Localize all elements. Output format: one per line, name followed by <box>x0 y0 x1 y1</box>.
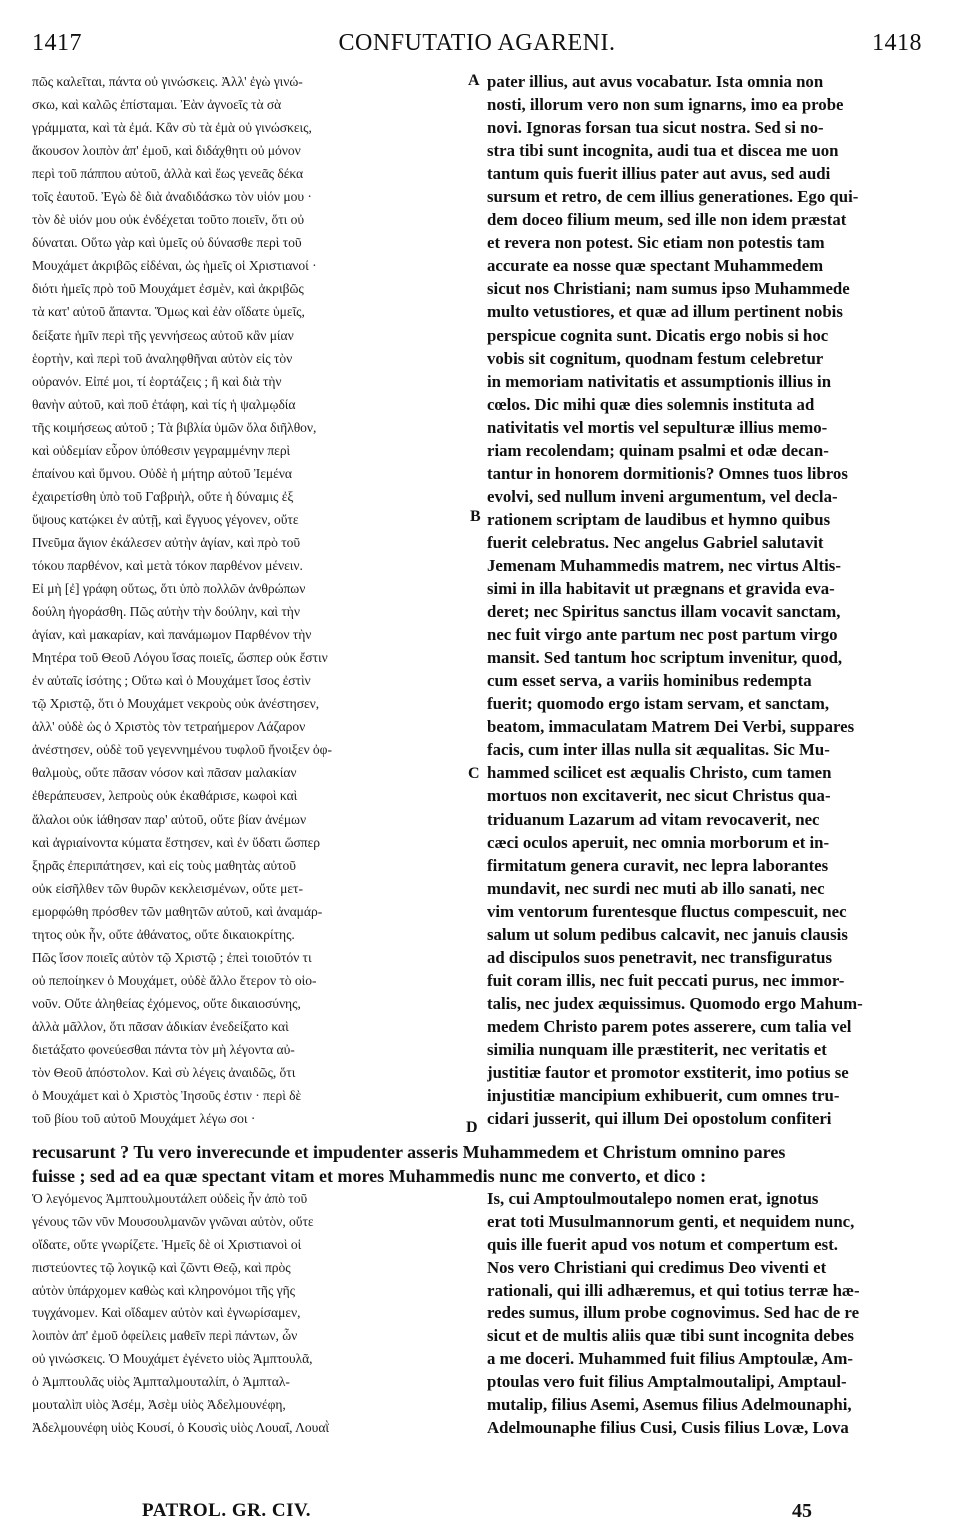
text-line: ἁγίαν, καὶ μακαρίαν, καὶ πανάμωμον Παρθένον τὴν <box>32 627 312 643</box>
latin-column-bottom <box>487 1188 927 1440</box>
text-line: quis ille fuerit apud vos notum et compertum est. <box>487 1234 838 1254</box>
text-line: nativitatis vel mortis vel sepulturæ illius memo- <box>487 417 828 437</box>
text-line: οὐρανόν. Εἰπέ μοι, τί ἑορτάζεις ; ἢ καὶ διὰ τὴν <box>32 373 282 389</box>
text-line: vim ventorum furentesque fluctus compescuit, nec <box>487 901 847 921</box>
text-line: sicut nos Christiani; nam sumus ipso Muhammede <box>487 279 850 299</box>
text-line: οἴδατε, οὔτε γνωρίζετε. Ἡμεῖς δὲ οἱ Χριστιανοὶ οἱ <box>32 1236 302 1252</box>
text-line: οὐ πεποίηκεν ὁ Μουχάμετ, οὐδὲ ἄλλο ἕτερον τὸ οἱο- <box>32 972 317 988</box>
text-line: γένους τῶν νῦν Μουσουλμανῶν γνῶναι αὐτὸν, οὔτε <box>32 1213 314 1229</box>
text-line: erat toti Musulmannorum genti, et nequidem nunc, <box>487 1211 855 1231</box>
text-line: dem doceo filium meum, sed ille non idem præstat <box>487 210 847 230</box>
text-line: cœlos. Dic mihi quæ dies solemnis instituta ad <box>487 394 815 414</box>
text-line: mundavit, nec surdi nec muti ab illo sanati, nec <box>487 878 825 898</box>
text-line: similia nunquam ille præstiterit, nec veritatis et <box>487 1039 827 1059</box>
text-line: τῆς κοιμήσεως αὐτοῦ ; Τὰ βιβλία ὑμῶν ὅλα διῆλθον, <box>32 419 317 435</box>
text-line: Μουχάμετ ἀκριβῶς εἰδέναι, ὡς ἡμεῖς οἱ Χριστιανοί · <box>32 258 317 274</box>
text-line: perspicue cognita sunt. Dicatis ergo nobis si hoc <box>487 325 829 345</box>
text-line: novi. Ignoras forsan tua sicut nostra. Sed si no- <box>487 118 824 138</box>
text-line: σκω, καὶ καλῶς ἐπίσταμαι. Ἐὰν ἀγνοεῖς τὰ σὰ <box>32 97 282 113</box>
text-line: a me doceri. Muhammed fuit filius Amptoulæ, Am- <box>487 1349 853 1369</box>
text-line: Nos vero Christiani qui credimus Deo viventi et <box>487 1257 827 1277</box>
text-line: τὰ κατ' αὐτοῦ ἅπαντα. Ὅμως καὶ ἐὰν οἴδατε ὑμεῖς, <box>32 304 305 320</box>
text-line: rationem scriptam de laudibus et hymno quibus <box>487 509 831 529</box>
text-line: περὶ τοῦ πάππου αὐτοῦ, ἀλλὰ καὶ ἕως γενεᾶς δέκα <box>32 166 304 182</box>
text-line: ὕψους κατῴκει ἐν αὐτῇ, καὶ ἔγγυος γέγονεν, οὔτε <box>32 511 299 527</box>
text-line: τοῖς ἑαυτοῦ. Ἐγὼ δὲ διὰ ἀναδιδάσκω τὸν υἱόν μου · <box>32 189 312 205</box>
text-line: et revera non potest. Sic etiam non potestis tam <box>487 233 825 253</box>
latin-column-top <box>487 70 927 1130</box>
text-line: τυγχάνομεν. Καὶ οἴδαμεν αὐτὸν καὶ ἐγνωρίσαμεν, <box>32 1305 301 1321</box>
text-line: θαλμοὺς, οὔτε πᾶσαν νόσον καὶ πᾶσαν μαλακίαν <box>32 765 297 781</box>
text-line: multo vetustiores, et quæ ad illum pertinent nobis <box>487 302 843 322</box>
section-marker-a: A <box>468 72 480 89</box>
text-line: fuit coram illis, nec fuit peccati purus, nec immor- <box>487 970 845 990</box>
running-header <box>32 30 922 66</box>
text-line: facis, cum inter illas nulla sit æqualitas. Sic Mu- <box>487 740 830 760</box>
text-line: mansit. Sed tantum hoc scriptum invenitur, quod, <box>487 648 843 668</box>
text-line: ptoulas vero fuit filius Amptalmoutalipi, Amptaul- <box>487 1372 847 1392</box>
section-marker-d: D <box>466 1119 478 1136</box>
page-footer <box>32 1500 922 1528</box>
text-line: deret; nec Spiritus sanctus illam vocavit sanctam, <box>487 602 841 622</box>
text-line: Ἀδελμουνέφη υἱὸς Κουσί, ὁ Κουσὶς υἱὸς Λουαΐ, Λουαῒ <box>32 1419 330 1435</box>
text-line: Εἰ μὴ [ἐ] γράφη οὕτως, ὅτι ὑπὸ πολλῶν ἀνθρώπων <box>32 581 306 597</box>
text-line: ξηρᾶς ἐπεριπάτησεν, καὶ εἰς τοὺς μαθητὰς αὐτοῦ <box>32 857 296 873</box>
text-line: οὐ γινώσκεις. Ὁ Μουχάμετ ἐγένετο υἱὸς Ἀμπτουλᾶ, <box>32 1351 313 1367</box>
section-marker-b: B <box>470 508 481 525</box>
page-number: 45 <box>792 1500 812 1522</box>
text-line: ἑορτὴν, καὶ περὶ τοῦ ἀναληφθῆναι αὐτὸν εἰς τὸν <box>32 350 293 366</box>
text-line: cum esset serva, a variis hominibus redempta <box>487 671 812 691</box>
text-line: Adelmounaphe filius Cusi, Cusis filius Lovæ, Lova <box>487 1417 849 1437</box>
text-line: fuerit; quomodo ergo istam servam, et sanctam, <box>487 694 830 714</box>
text-line: γράμματα, καὶ τὰ ἐμά. Κἂν σὺ τὰ ἐμὰ οὐ γινώσκεις, <box>32 120 312 136</box>
text-line: ἄλαλοι οὐκ ἰάθησαν παρ' αὐτοῦ, οὔτε βίαν ἀνέμων <box>32 811 307 827</box>
text-line: firmitatum genera curavit, nec lepra laborantes <box>487 855 829 875</box>
text-line: καὶ οὐδεμίαν εὗρον ὑπόθεσιν γεγραμμένην περὶ <box>32 442 291 458</box>
text-line: justitiæ fautor et promotor exstiterit, imo potius se <box>487 1063 849 1083</box>
text-line: cæci oculos aperuit, nec omnia morborum et in- <box>487 832 830 852</box>
text-line: in memoriam nativitatis et assumptionis illius in <box>487 371 832 391</box>
text-line: tantum quis fuerit illius pater aut avus, sed audi <box>487 164 831 184</box>
text-line: triduanum Lazarum ad vitam revocaverit, nec <box>487 809 820 829</box>
text-line: pater illius, aut avus vocabatur. Ista omnia non <box>487 72 824 91</box>
text-line: fuerit celebratus. Nec angelus Gabriel salutavit <box>487 532 824 552</box>
text-line: mortuos non excitaverit, nec sicut Christus qua- <box>487 786 831 806</box>
text-line: injustitiæ mancipium exhibuerit, cum omnes tru- <box>487 1086 840 1106</box>
text-line: mutalip, filius Asemi, Asemus filius Adelmounaphi, <box>487 1395 852 1415</box>
text-line: ὁ Μουχάμετ καὶ ὁ Χριστὸς Ἰησοῦς ἐστιν · περὶ δὲ <box>32 1088 302 1104</box>
text-line: ἀνέστησεν, οὐδὲ τοῦ γεγεννημένου τυφλοῦ ἤνοιξεν ὀφ- <box>32 742 332 758</box>
text-line: διότι ἡμεῖς πρὸ τοῦ Μουχάμετ ἐσμὲν, καὶ ἀκριβῶς <box>32 281 304 297</box>
text-line: Is, cui Amptoulmoutalepo nomen erat, ignotus <box>487 1189 819 1208</box>
text-line: Ὁ λεγόμενος Ἀμπτουλμουτάλεπ οὐδεὶς ἦν ἀπὸ τοῦ <box>32 1191 308 1206</box>
text-line: νοῦν. Οὔτε ἀληθείας ἐχόμενος, οὔτε δικαιοσύνης, <box>32 995 301 1011</box>
text-line: simi in illa habitavit ut prægnans et gravida eva- <box>487 579 835 599</box>
text-line: stra tibi sunt incognita, audi tua et discea me uon <box>487 141 839 161</box>
text-line: Πῶς ἴσον ποιεῖς αὐτὸν τῷ Χριστῷ ; ἐπεὶ τοιοῦτόν τι <box>32 949 312 965</box>
text-line: vobis sit cognitum, quodnam festum celebretur <box>487 348 824 368</box>
text-line: salum ut solum pedibus calcavit, nec januis clausis <box>487 924 848 944</box>
text-line: εμορφώθη πρόσθεν τῶν μαθητῶν αὐτοῦ, καὶ ἀναμάρ- <box>32 903 323 919</box>
text-line: evolvi, sed nullum inveni argumentum, vel decla- <box>487 486 838 506</box>
section-marker-c: C <box>468 765 480 782</box>
text-line: δούλη ἠγοράσθη. Πῶς αὐτὴν τὴν δούλην, καὶ τὴν <box>32 604 300 620</box>
text-line: talis, nec judex æquissimus. Quomodo ergo Mahum- <box>487 993 863 1013</box>
text-line: Jemenam Muhammedis matrem, nec virtus Altis- <box>487 555 841 575</box>
text-line: ἐχαιρετίσθη ὑπὸ τοῦ Γαβριὴλ, οὔτε ἡ δύναμις ἐξ <box>32 488 294 504</box>
text-line: τητος οὐκ ἦν, οὔτε ἀθάνατος, οὔτε δικαιοκρίτης. <box>32 926 295 942</box>
latin-full-width-passage <box>32 1141 927 1188</box>
text-line: sursum et retro, de cem illius generationes. Ego qui- <box>487 187 859 207</box>
text-line: τὸν Θεοῦ ἀπόστολον. Καὶ σὺ λέγεις ἀναιδῶς, ὅτι <box>32 1065 296 1081</box>
text-line: πῶς καλεῖται, πάντα οὐ γινώσκεις. Ἀλλ' ἐγὼ γινώ- <box>32 74 303 89</box>
running-title: CONFUTATIO AGARENI. <box>338 30 616 56</box>
text-line: ad discipulos suos penetravit, nec transfiguratus <box>487 947 832 967</box>
text-line: μουταλὶπ υἱὸς Ἀσέμ, Ἀσὲμ υἱὸς Ἀδελμουνέφη, <box>32 1397 286 1413</box>
text-line: τόκου παρθένον, καὶ μετὰ τόκον παρθένον μένειν. <box>32 557 303 573</box>
text-line: fuisse ; sed ad ea quæ spectant vitam et mores Muhammedis nunc me converto, et dico : <box>32 1165 707 1186</box>
text-line: καὶ ἀγριαίνοντα κύματα ἔστησεν, καὶ ἐν ὕδατι ὥσπερ <box>32 834 320 850</box>
text-line: cidari jusserit, qui illum Dei opostolum confiteri <box>487 1109 832 1129</box>
text-line: sicut et de multis aliis quæ tibi sunt incognita debes <box>487 1326 854 1346</box>
greek-column-top <box>32 70 494 1130</box>
text-line: Μητέρα τοῦ Θεοῦ Λόγου ἴσας ποιεῖς, ὥσπερ οὐκ ἔστιν <box>32 650 328 666</box>
text-line: αὐτὸν ὑπάρχομεν καθὼς καὶ κληρονόμοι τῆς γῆς <box>32 1282 295 1298</box>
text-line: beatom, immaculatam Matrem Dei Verbi, suppares <box>487 717 855 737</box>
text-line: recusarunt ? Tu vero inverecunde et impudenter asseris Muhammedem et Christum omnino pares <box>32 1142 786 1162</box>
text-line: ὁ Ἀμπτουλᾶς υἱὸς Ἀμπταλμουταλίπ, ὁ Ἀμπταλ- <box>32 1374 290 1390</box>
text-line: ἀλλ' οὐδὲ ὡς ὁ Χριστὸς τὸν τετραήμερον Λάζαρον <box>32 719 306 735</box>
text-line: redes sumus, illum probe cognovimus. Sed hac de re <box>487 1303 860 1323</box>
text-line: οὐκ εἰσῆλθεν τῶν θυρῶν κεκλεισμένων, οὔτε μετ- <box>32 880 303 896</box>
text-line: ἐν αὐταῖς ἰσότης ; Οὕτω καὶ ὁ Μουχάμετ ἴσος ἐστὶν <box>32 673 311 689</box>
text-line: ἄκουσον λοιπὸν ἀπ' ἐμοῦ, καὶ διδάχθητι οὐ μόνον <box>32 143 301 159</box>
column-number-right: 1418 <box>872 30 922 56</box>
text-line: rationali, qui illi adhæremus, et qui totius terræ hæ- <box>487 1280 860 1300</box>
text-line: δύναται. Οὕτω γὰρ καὶ ὑμεῖς οὐ δύνασθε περὶ τοῦ <box>32 235 302 251</box>
text-line: Πνεῦμα ἅγιον ἐκάλεσεν αὐτὴν ἁγίαν, καὶ πρὸ τοῦ <box>32 534 301 550</box>
text-line: accurate ea nosse quæ spectant Muhammedem <box>487 256 824 276</box>
text-line: τοῦ βίου τοῦ αὐτοῦ Μουχάμετ λέγω σοι · <box>32 1111 256 1127</box>
text-line: διετάξατο φονεύεσθαι πάντα τὸν μὴ λέγοντα αὐ- <box>32 1041 295 1057</box>
text-line: hammed scilicet est æqualis Christo, cum tamen <box>487 763 832 783</box>
text-line: τὸν δὲ υἱόν μου οὐκ ἐνδέχεται τοῦτο ποιεῖν, ὅτι οὐ <box>32 212 305 228</box>
column-number-left: 1417 <box>32 30 82 56</box>
text-line: τῷ Χριστῷ, ὅτι ὁ Μουχάμετ νεκροὺς οὐκ ἀνέστησεν, <box>32 696 320 712</box>
text-line: medem Christo parem potes asserere, cum talia vel <box>487 1016 852 1036</box>
text-line: nosti, illorum vero non sum ignarns, imo ea probe <box>487 95 844 115</box>
text-line: tantur in honorem dormitionis? Omnes tuos libros <box>487 463 848 483</box>
text-line: nec fuit virgo ante partum nec post partum virgo <box>487 625 838 645</box>
text-line: riam recolendam; quinam psalmi et odæ decan- <box>487 440 829 460</box>
text-line: λοιπὸν ἀπ' ἐμοῦ ὀφείλεις μαθεῖν περὶ πάντων, ὧν <box>32 1328 298 1344</box>
text-line: ἐπαίνου καὶ ὕμνου. Οὐδὲ ἡ μήτηρ αὐτοῦ Ἰεμένα <box>32 465 292 481</box>
greek-column-bottom <box>32 1188 494 1440</box>
text-line: ἐθεράπευσεν, λεπροὺς οὐκ ἐκαθάρισε, κωφοὶ καὶ <box>32 788 298 804</box>
volume-signature: PATROL. GR. CIV. <box>142 1500 311 1521</box>
text-line: ἀλλὰ μᾶλλον, ὅτι πᾶσαν ἀδικίαν ἐνεδείξατο καὶ <box>32 1018 289 1034</box>
text-line: πιστεύοντες τῷ λογικῷ καὶ ζῶντι Θεῷ, καὶ πρὸς <box>32 1259 291 1275</box>
text-line: θανὴν αὐτοῦ, καὶ ποῦ ἐτάφη, καὶ τίς ἡ ψαλμῳδία <box>32 396 296 412</box>
text-line: δείξατε ἡμῖν περὶ τῆς γεννήσεως αὐτοῦ κἂν μίαν <box>32 327 294 343</box>
